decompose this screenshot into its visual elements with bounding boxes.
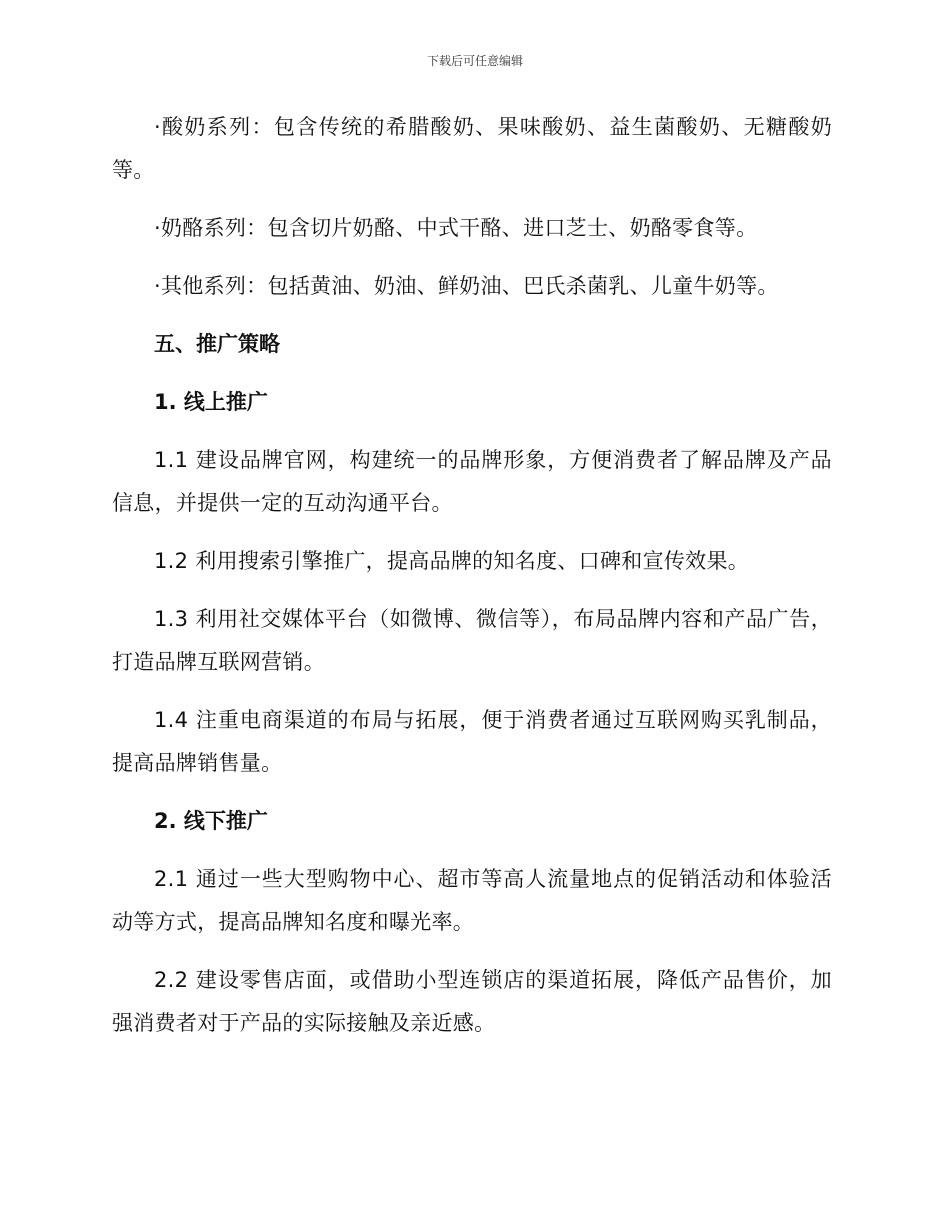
paragraph-online-1-1: 1.1 建设品牌官网，构建统一的品牌形象，方便消费者了解品牌及产品信息，并提供一定的互动沟通平台。 [112, 448, 832, 515]
paragraph-online-1-3: 1.3 利用社交媒体平台（如微博、微信等），布局品牌内容和产品广告，打造品牌互联网营销。 [112, 607, 832, 674]
page-header-note: 下载后可任意编辑 [426, 54, 523, 68]
document-body [112, 106, 832, 1060]
bullet-yogurt-series: ·酸奶系列：包含传统的希腊酸奶、果味酸奶、益生菌酸奶、无糖酸奶等。 [112, 115, 832, 182]
subheading-offline: 2. 线下推广 [154, 809, 268, 833]
paragraph-offline-2-1: 2.1 通过一些大型购物中心、超市等高人流量地点的促销活动和体验活动等方式，提高品牌知名度和曝光率。 [112, 867, 832, 934]
section-heading-promotion: 五、推广策略 [154, 332, 280, 356]
paragraph-offline-2-2: 2.2 建设零售店面，或借助小型连锁店的渠道拓展，降低产品售价，加强消费者对于产品的实际接触及亲近感。 [112, 968, 832, 1035]
paragraph-online-1-2: 1.2 利用搜索引擎推广，提高品牌的知名度、口碑和宣传效果。 [154, 549, 750, 573]
bullet-other-series: ·其他系列：包括黄油、奶油、鲜奶油、巴氏杀菌乳、儿童牛奶等。 [154, 274, 779, 298]
subheading-online: 1. 线上推广 [154, 390, 268, 414]
bullet-cheese-series: ·奶酪系列：包含切片奶酪、中式干酪、进口芝士、奶酪零食等。 [154, 216, 758, 240]
paragraph-online-1-4: 1.4 注重电商渠道的布局与拓展，便于消费者通过互联网购买乳制品，提高品牌销售量。 [112, 708, 832, 775]
